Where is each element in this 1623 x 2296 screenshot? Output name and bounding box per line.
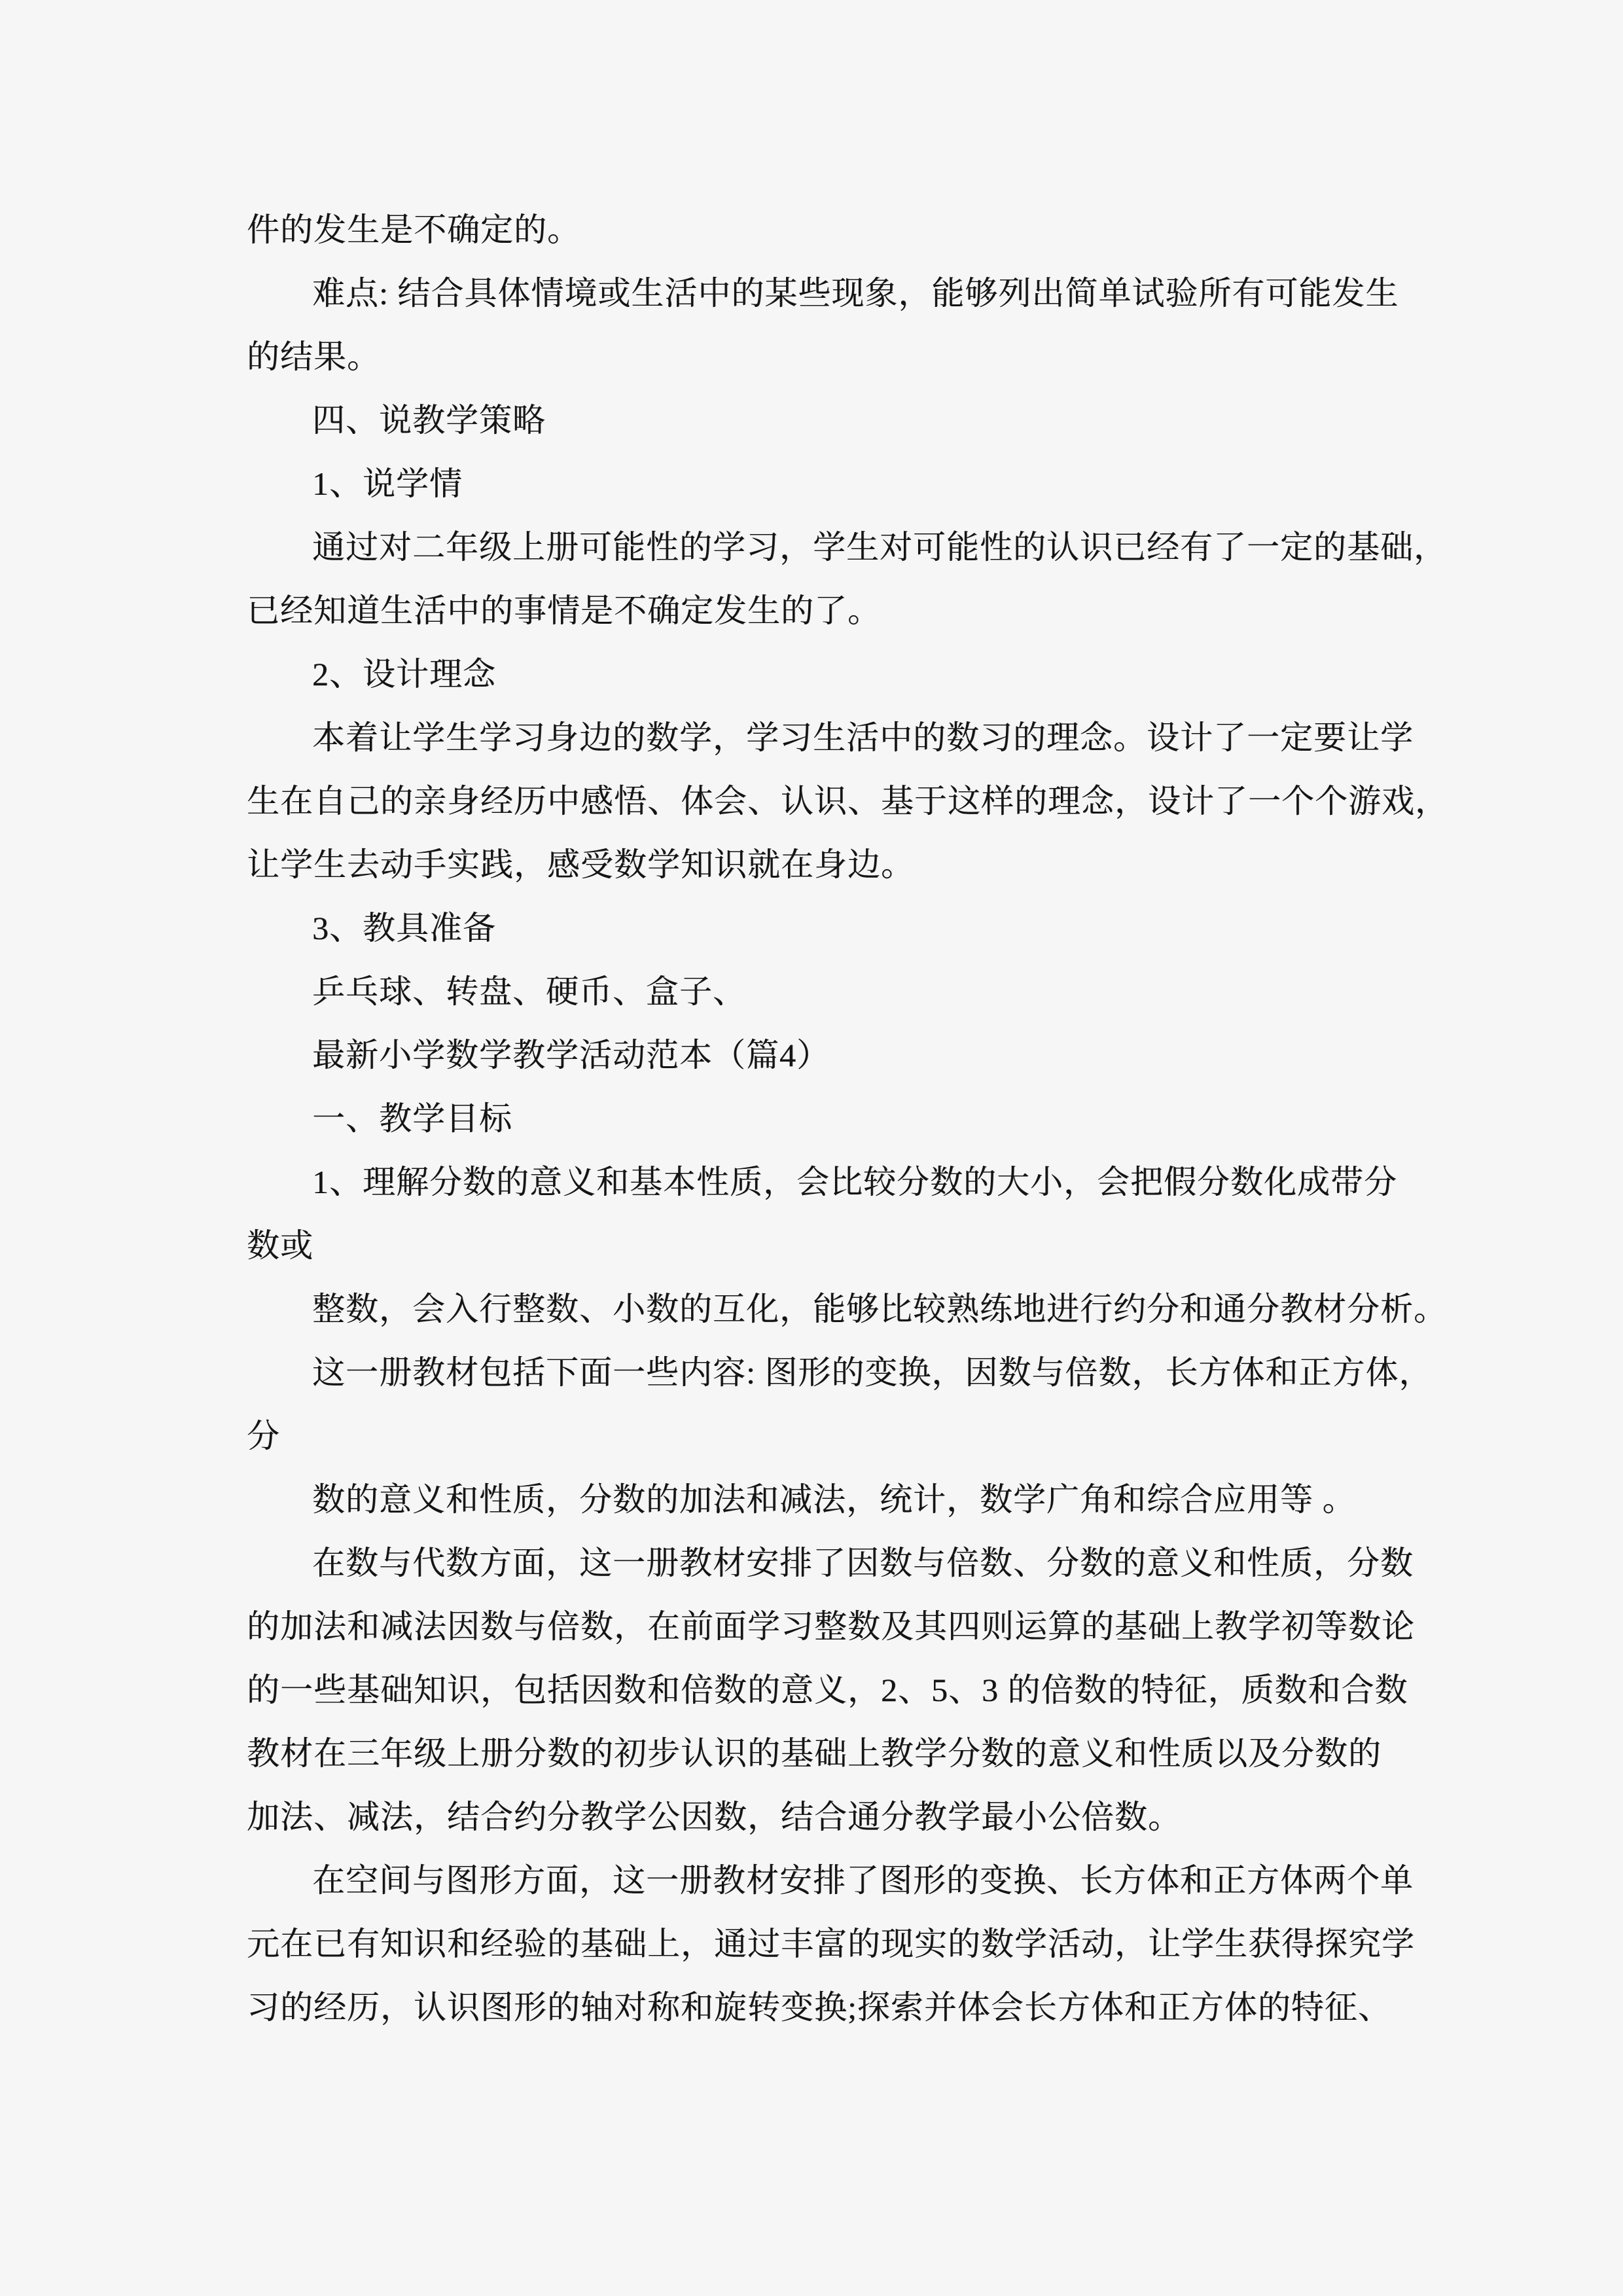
text-line: 2、设计理念 <box>312 656 496 692</box>
text-line: 已经知道生活中的事情是不确定发生的了。 <box>247 592 881 629</box>
text-line: 一、教学目标 <box>312 1100 512 1137</box>
text-line: 数的意义和性质，分数的加法和减法，统计，数学广角和综合应用等 。 <box>312 1481 1356 1518</box>
text-line: 分 <box>247 1418 280 1454</box>
text-line: 这一册教材包括下面一些内容: 图形的变换，因数与倍数，长方体和正方体， <box>312 1354 1433 1391</box>
text-line: 通过对二年级上册可能性的学习，学生对可能性的认识已经有了一定的基础， <box>312 529 1447 565</box>
document-text-block <box>247 198 1448 2039</box>
text-line: 生在自己的亲身经历中感悟、体会、认识、基于这样的理念，设计了一个个游戏， <box>247 783 1448 819</box>
text-line: 加法、减法，结合约分教学公因数，结合通分教学最小公倍数。 <box>247 1799 1181 1835</box>
text-line: 习的经历，认识图形的轴对称和旋转变换;探索并体会长方体和正方体的特征、 <box>247 1989 1391 2026</box>
text-line: 乒乓球、转盘、硬币、盒子、 <box>312 973 746 1010</box>
text-line: 3、教具准备 <box>312 910 496 946</box>
text-line: 在数与代数方面，这一册教材安排了因数与倍数、分数的意义和性质，分数 <box>312 1545 1414 1581</box>
text-line: 难点: 结合具体情境或生活中的某些现象，能够列出简单试验所有可能发生 <box>312 275 1399 312</box>
text-line: 数或 <box>247 1227 313 1264</box>
text-line: 四、说教学策略 <box>312 402 546 439</box>
text-line: 1、理解分数的意义和基本性质，会比较分数的大小，会把假分数化成带分 <box>312 1164 1397 1200</box>
text-line: 在空间与图形方面，这一册教材安排了图形的变换、长方体和正方体两个单 <box>312 1862 1414 1899</box>
text-line: 件的发生是不确定的。 <box>247 211 580 248</box>
text-line: 的结果。 <box>247 338 380 375</box>
text-line: 本着让学生学习身边的数学，学习生活中的数习的理念。设计了一定要让学 <box>312 719 1414 756</box>
text-line: 教材在三年级上册分数的初步认识的基础上教学分数的意义和性质以及分数的 <box>247 1735 1382 1772</box>
text-line: 元在已有知识和经验的基础上，通过丰富的现实的数学活动，让学生获得探究学 <box>247 1926 1415 1962</box>
text-line: 整数，会入行整数、小数的互化，能够比较熟练地进行约分和通分教材分析。 <box>312 1291 1447 1327</box>
text-line: 1、说学情 <box>312 465 463 502</box>
text-line: 最新小学数学教学活动范本（篇4） <box>312 1037 830 1073</box>
text-line: 的一些基础知识，包括因数和倍数的意义，2、5、3 的倍数的特征，质数和合数 <box>247 1672 1408 1708</box>
text-line: 让学生去动手实践，感受数学知识就在身边。 <box>247 846 914 883</box>
text-line: 的加法和减法因数与倍数，在前面学习整数及其四则运算的基础上教学初等数论 <box>247 1608 1415 1645</box>
